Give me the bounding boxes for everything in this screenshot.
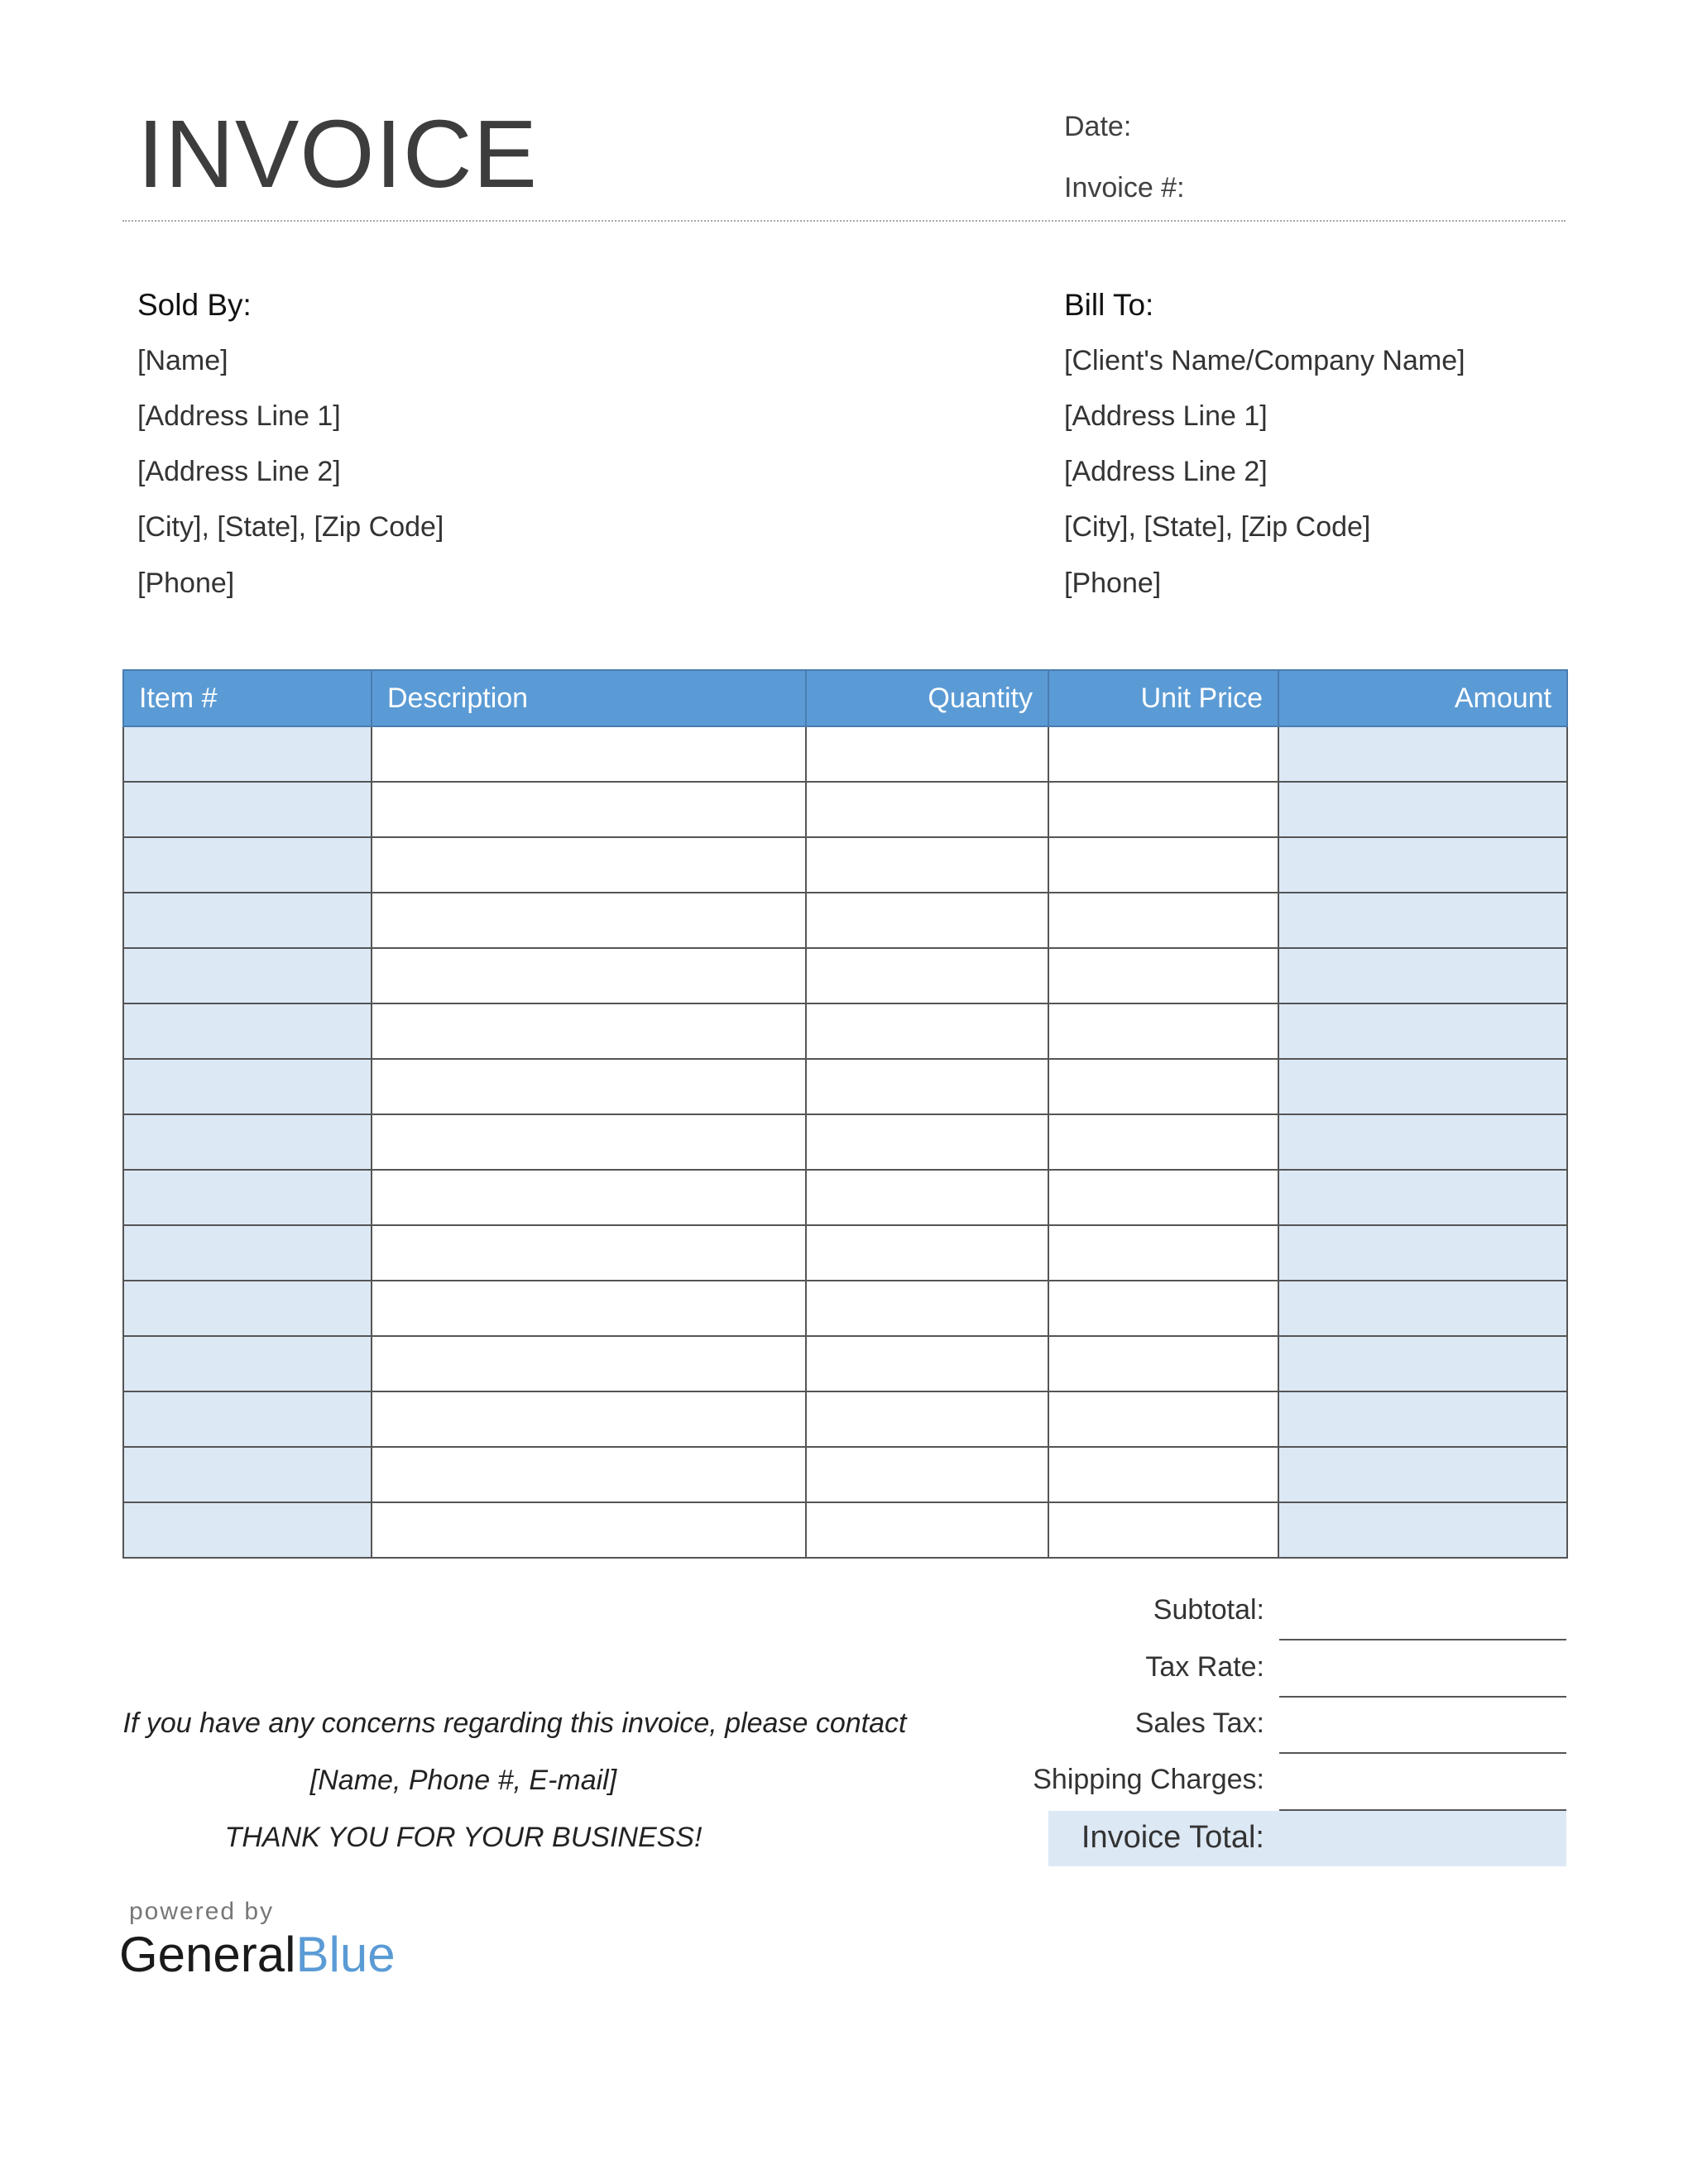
amount-cell[interactable] [1278,893,1567,948]
item-number-cell[interactable] [123,1170,372,1225]
item-number-cell[interactable] [123,1336,372,1391]
description-cell[interactable] [372,1225,806,1281]
description-cell[interactable] [372,948,806,1003]
quantity-cell[interactable] [806,1225,1048,1281]
unit-price-cell[interactable] [1048,1281,1278,1336]
sold-by-address-line-2[interactable]: [Address Line 2] [137,456,341,487]
table-row [123,1114,1567,1170]
bill-to-city-state-zip[interactable]: [City], [State], [Zip Code] [1064,511,1371,543]
column-header-quantity: Quantity [806,670,1048,726]
description-cell[interactable] [372,893,806,948]
quantity-cell[interactable] [806,837,1048,893]
unit-price-cell[interactable] [1048,1003,1278,1059]
unit-price-cell[interactable] [1048,782,1278,837]
logo-general: General [119,1927,296,1982]
column-header-item-number: Item # [123,670,372,726]
item-number-cell[interactable] [123,1502,372,1558]
tax-rate-field[interactable] [1279,1696,1566,1698]
amount-cell[interactable] [1278,726,1567,782]
subtotal-field[interactable] [1279,1639,1566,1640]
sold-by-heading: Sold By: [137,288,252,322]
quantity-cell[interactable] [806,1391,1048,1447]
item-number-cell[interactable] [123,948,372,1003]
sold-by-phone[interactable]: [Phone] [137,568,235,599]
description-cell[interactable] [372,837,806,893]
quantity-cell[interactable] [806,1114,1048,1170]
table-row [123,1170,1567,1225]
table-row [123,726,1567,782]
amount-cell[interactable] [1278,1281,1567,1336]
sales-tax-field[interactable] [1279,1752,1566,1754]
amount-cell[interactable] [1278,837,1567,893]
unit-price-cell[interactable] [1048,1336,1278,1391]
bill-to-phone[interactable]: [Phone] [1064,568,1162,599]
sold-by-city-state-zip[interactable]: [City], [State], [Zip Code] [137,511,444,543]
table-row [123,1502,1567,1558]
bill-to-client-name[interactable]: [Client's Name/Company Name] [1064,345,1465,376]
unit-price-cell[interactable] [1048,1114,1278,1170]
unit-price-cell[interactable] [1048,1502,1278,1558]
quantity-cell[interactable] [806,948,1048,1003]
description-cell[interactable] [372,726,806,782]
column-header-unit-price: Unit Price [1048,670,1278,726]
amount-cell[interactable] [1278,1336,1567,1391]
invoice-title: INVOICE [137,100,538,208]
bill-to-heading: Bill To: [1064,288,1154,322]
item-number-cell[interactable] [123,1447,372,1502]
sales-tax-label: Sales Tax: [1134,1707,1264,1739]
amount-cell[interactable] [1278,1391,1567,1447]
item-number-cell[interactable] [123,1391,372,1447]
unit-price-cell[interactable] [1048,1170,1278,1225]
header-divider [122,220,1566,222]
bill-to-address-line-1[interactable]: [Address Line 1] [1064,400,1268,432]
amount-cell[interactable] [1278,1502,1567,1558]
amount-cell[interactable] [1278,1059,1567,1114]
description-cell[interactable] [372,1447,806,1502]
table-row [123,948,1567,1003]
concerns-note: If you have any concerns regarding this invoice, please contact [122,1707,907,1739]
items-table-body [123,726,1567,1558]
unit-price-cell[interactable] [1048,1225,1278,1281]
description-cell[interactable] [372,1059,806,1114]
column-header-description: Description [372,670,806,726]
quantity-cell[interactable] [806,893,1048,948]
amount-cell[interactable] [1278,782,1567,837]
items-table [122,669,1568,1559]
item-number-cell[interactable] [123,726,372,782]
table-row [123,1447,1567,1502]
table-row [123,782,1567,837]
generalblue-logo[interactable] [119,1926,396,1983]
unit-price-cell[interactable] [1048,726,1278,782]
thank-you-note: THANK YOU FOR YOUR BUSINESS! [224,1822,703,1853]
quantity-cell[interactable] [806,1003,1048,1059]
table-row [123,1003,1567,1059]
description-cell[interactable] [372,782,806,837]
amount-cell[interactable] [1278,1114,1567,1170]
shipping-charges-label: Shipping Charges: [1033,1764,1264,1795]
tax-rate-label: Tax Rate: [1145,1651,1264,1683]
unit-price-cell[interactable] [1048,1447,1278,1502]
unit-price-cell[interactable] [1048,1391,1278,1447]
subtotal-label: Subtotal: [1153,1594,1264,1626]
description-cell[interactable] [372,1114,806,1170]
amount-cell[interactable] [1278,1170,1567,1225]
table-row [123,1391,1567,1447]
unit-price-cell[interactable] [1048,948,1278,1003]
item-number-cell[interactable] [123,1225,372,1281]
quantity-cell[interactable] [806,1447,1048,1502]
date-label: Date: [1064,111,1132,142]
powered-by-text: powered by [129,1898,275,1925]
amount-cell[interactable] [1278,1003,1567,1059]
unit-price-cell[interactable] [1048,893,1278,948]
quantity-cell[interactable] [806,1336,1048,1391]
sold-by-address-line-1[interactable]: [Address Line 1] [137,400,341,432]
amount-cell[interactable] [1278,1225,1567,1281]
description-cell[interactable] [372,1170,806,1225]
item-number-cell[interactable] [123,1281,372,1336]
logo-blue: Blue [295,1927,396,1982]
quantity-cell[interactable] [806,1281,1048,1336]
table-row [123,1059,1567,1114]
quantity-cell[interactable] [806,1170,1048,1225]
table-header-row [123,670,1567,726]
contact-placeholder[interactable]: [Name, Phone #, E-mail] [309,1765,617,1796]
quantity-cell[interactable] [806,1059,1048,1114]
description-cell[interactable] [372,1336,806,1391]
sold-by-name[interactable]: [Name] [137,345,228,376]
unit-price-cell[interactable] [1048,837,1278,893]
invoice-number-label: Invoice #: [1064,172,1185,204]
description-cell[interactable] [372,1003,806,1059]
description-cell[interactable] [372,1281,806,1336]
invoice-total-label: Invoice Total: [1081,1820,1264,1855]
unit-price-cell[interactable] [1048,1059,1278,1114]
item-number-cell[interactable] [123,1059,372,1114]
bill-to-address-line-2[interactable]: [Address Line 2] [1064,456,1268,487]
item-number-cell[interactable] [123,893,372,948]
table-row [123,1281,1567,1336]
item-number-cell[interactable] [123,837,372,893]
quantity-cell[interactable] [806,1502,1048,1558]
item-number-cell[interactable] [123,782,372,837]
item-number-cell[interactable] [123,1003,372,1059]
item-number-cell[interactable] [123,1114,372,1170]
amount-cell[interactable] [1278,1447,1567,1502]
description-cell[interactable] [372,1502,806,1558]
table-row [123,1225,1567,1281]
column-header-amount: Amount [1278,670,1567,726]
quantity-cell[interactable] [806,782,1048,837]
table-row [123,837,1567,893]
quantity-cell[interactable] [806,726,1048,782]
description-cell[interactable] [372,1391,806,1447]
table-row [123,1336,1567,1391]
amount-cell[interactable] [1278,948,1567,1003]
table-row [123,893,1567,948]
